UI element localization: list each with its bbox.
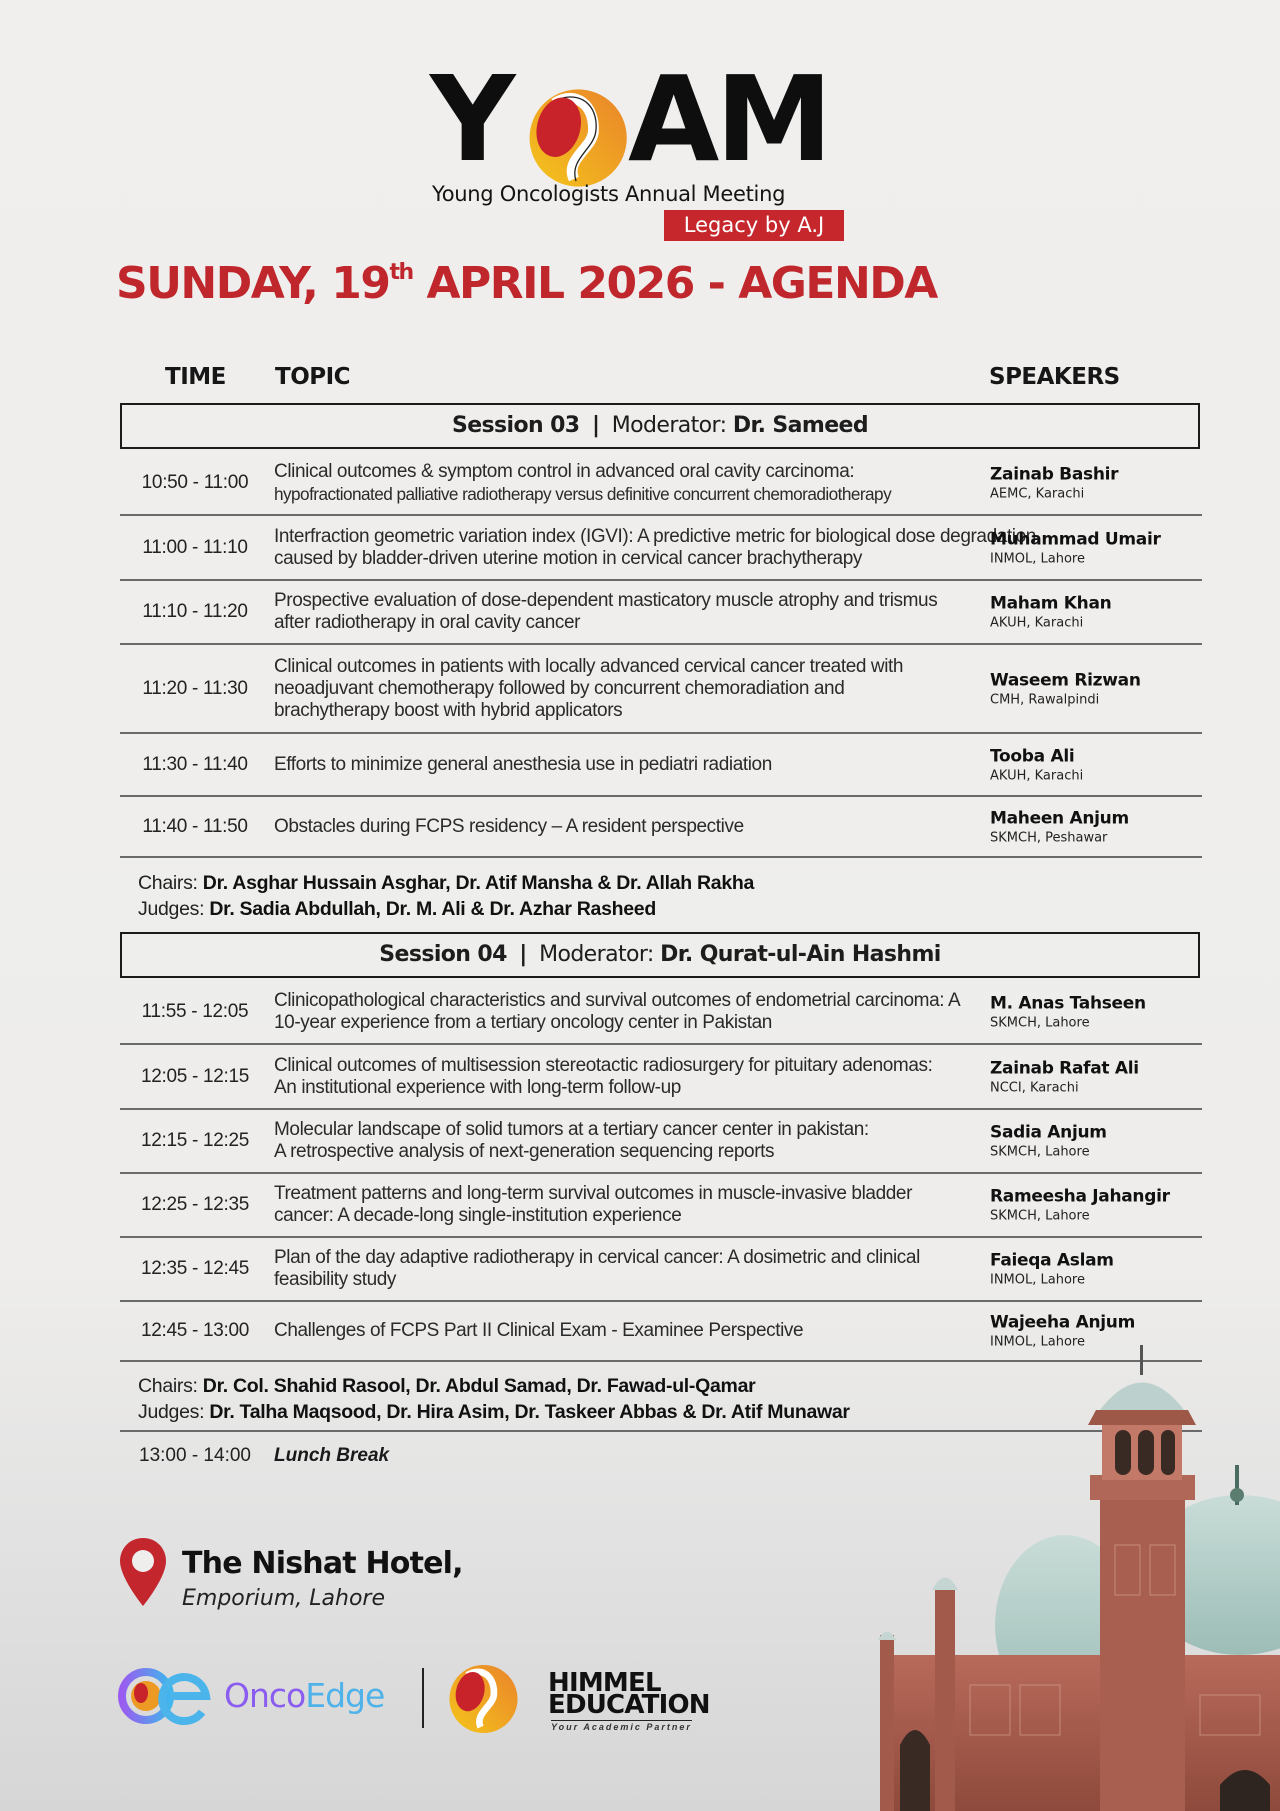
judges-line bbox=[138, 1399, 850, 1425]
talk-time: 12:35 - 12:45 bbox=[140, 1258, 250, 1279]
table-row bbox=[120, 516, 1202, 581]
badshahi-mosque-illustration bbox=[870, 1345, 1280, 1811]
session-header bbox=[120, 932, 1200, 978]
oncoedge-logo-icon bbox=[118, 1666, 214, 1726]
speaker-name: Maheen Anjum bbox=[990, 808, 1129, 828]
title-prefix: SUNDAY, 19 bbox=[116, 258, 390, 309]
lunch-row bbox=[120, 1445, 620, 1485]
table-row bbox=[120, 645, 1202, 734]
logo-badge: Legacy by A.J bbox=[664, 210, 844, 241]
session-divider: | bbox=[519, 942, 527, 967]
session-header bbox=[120, 403, 1200, 449]
page-title bbox=[116, 258, 937, 309]
speaker bbox=[990, 808, 1129, 845]
talk-topic: Interfraction geometric variation index (IGVI): A predictive metric for biological dose degradation caused by bladder-driven uterine motion in cervical cancer brachytherapy bbox=[274, 525, 1036, 569]
session-chairs-judges bbox=[138, 1373, 850, 1425]
judges-names: Dr. Talha Maqsood, Dr. Hira Asim, Dr. Taskeer Abbas & Dr. Atif Munawar bbox=[209, 1401, 850, 1423]
speaker-name: Zainab Bashir bbox=[990, 464, 1119, 484]
table-row bbox=[120, 1238, 1202, 1302]
talk-time: 12:15 - 12:25 bbox=[140, 1130, 250, 1151]
talk-topic-line1: Clinical outcomes & symptom control in advanced oral cavity carcinoma: bbox=[274, 460, 855, 482]
himmel-line1: HIMMEL bbox=[548, 1668, 661, 1698]
speaker-institution: CMH, Rawalpindi bbox=[990, 692, 1100, 707]
speaker-name: Wajeeha Anjum bbox=[990, 1312, 1135, 1333]
talk-topic-line1: Molecular landscape of solid tumors at a tertiary cancer center in pakistan: bbox=[274, 1119, 869, 1140]
venue bbox=[118, 1536, 463, 1613]
talk-topic: Clinical outcomes in patients with locally advanced cervical cancer treated with neoadjuvant chemotherapy followed by concurrent chemoradiation and brachytherapy boost with hybrid applicators bbox=[274, 655, 904, 721]
chairs-names: Dr. Col. Shahid Rasool, Dr. Abdul Samad, Dr. Fawad-ul-Qamar bbox=[202, 1375, 756, 1397]
chairs-label: Chairs: bbox=[138, 872, 198, 894]
session-chairs-judges bbox=[138, 870, 754, 922]
talk-topic: Obstacles during FCPS residency – A resident perspective bbox=[274, 815, 744, 837]
speaker-name: Sadia Anjum bbox=[990, 1122, 1107, 1143]
talk-time: 12:45 - 13:00 bbox=[140, 1320, 250, 1341]
talk-topic bbox=[274, 461, 1094, 505]
talk-topic: Prospective evaluation of dose-dependent masticatory muscle atrophy and trismus after radiotherapy in oral cavity cancer bbox=[274, 590, 938, 633]
himmel-wordmark bbox=[548, 1668, 710, 1720]
talk-time: 12:25 - 12:35 bbox=[140, 1194, 250, 1215]
speaker-institution: NCCI, Karachi bbox=[990, 1080, 1079, 1095]
sponsor-separator bbox=[422, 1668, 424, 1728]
speaker bbox=[990, 746, 1083, 783]
title-suffix: APRIL 2026 - AGENDA bbox=[412, 258, 937, 309]
sponsor-logos bbox=[118, 1660, 710, 1740]
speaker bbox=[990, 993, 1146, 1030]
session-divider: | bbox=[591, 413, 600, 438]
speaker-name: Waseem Rizwan bbox=[990, 670, 1141, 690]
column-header-topic: TOPIC bbox=[275, 364, 351, 390]
himmel-line2: EDUCATION bbox=[548, 1690, 710, 1720]
talk-topic bbox=[274, 1119, 974, 1163]
speaker bbox=[990, 464, 1118, 501]
speaker-institution: AKUH, Karachi bbox=[990, 615, 1084, 631]
oncoedge-edge: Edge bbox=[305, 1676, 385, 1715]
location-pin-icon bbox=[118, 1536, 168, 1608]
talk-topic-line2: hypofractionated palliative radiotherapy versus definitive concurrent chemoradiotherapy bbox=[274, 483, 892, 504]
chairs-line bbox=[138, 870, 754, 896]
talk-topic-line2: A retrospective analysis of next-generation sequencing reports bbox=[274, 1141, 775, 1162]
talk-time: 11:20 - 11:30 bbox=[142, 677, 248, 699]
speaker-institution: SKMCH, Lahore bbox=[990, 1208, 1090, 1224]
speaker-institution: INMOL, Lahore bbox=[990, 551, 1085, 566]
moderator-label: Moderator: bbox=[611, 413, 727, 438]
talk-time: 11:30 - 11:40 bbox=[142, 753, 248, 775]
speaker-name: Zainab Rafat Ali bbox=[990, 1058, 1139, 1078]
venue-location: Emporium, Lahore bbox=[182, 1586, 385, 1611]
table-row bbox=[120, 797, 1202, 858]
talk-topic: Clinicopathological characteristics and survival outcomes of endometrial carcinoma: A 10-year experience from a tertiary oncology center in Pakistan bbox=[274, 989, 960, 1033]
talk-topic: Treatment patterns and long-term survival outcomes in muscle-invasive bladder cancer: A decade-long single-institution experience bbox=[274, 1183, 913, 1226]
speaker-institution: SKMCH, Lahore bbox=[990, 1015, 1090, 1030]
talk-time: 11:55 - 12:05 bbox=[141, 1000, 249, 1022]
logo-letter-y: Y bbox=[430, 50, 512, 188]
moderator-label: Moderator: bbox=[539, 942, 654, 967]
table-row bbox=[120, 980, 1202, 1045]
talk-topic: Challenges of FCPS Part II Clinical Exam - Examinee Perspective bbox=[274, 1320, 804, 1341]
chairs-label: Chairs: bbox=[138, 1375, 198, 1397]
speaker bbox=[990, 1123, 1107, 1160]
moderator-name: Dr. Sameed bbox=[732, 413, 869, 438]
venue-name: The Nishat Hotel, bbox=[182, 1546, 463, 1581]
session-label: Session 03 bbox=[451, 413, 580, 438]
speaker-institution: SKMCH, Peshawar bbox=[990, 830, 1108, 845]
speaker bbox=[990, 594, 1111, 631]
talk-topic: Efforts to minimize general anesthesia use in pediatri radiation bbox=[274, 753, 772, 775]
himmel-logo-icon bbox=[445, 1662, 519, 1736]
table-row bbox=[120, 1045, 1202, 1110]
talk-topic: Plan of the day adaptive radiotherapy in cervical cancer: A dosimetric and clinical feasibility study bbox=[274, 1247, 920, 1290]
speaker-institution: AEMC, Karachi bbox=[990, 486, 1085, 501]
talk-time: 11:40 - 11:50 bbox=[142, 815, 248, 837]
speaker bbox=[990, 1187, 1170, 1224]
speaker bbox=[990, 1251, 1114, 1288]
judges-label: Judges: bbox=[138, 898, 205, 920]
speaker-institution: AKUH, Karachi bbox=[990, 768, 1084, 783]
column-header-time: TIME bbox=[165, 364, 226, 390]
speaker-name: Tooba Ali bbox=[990, 746, 1075, 766]
oncoedge-wordmark bbox=[224, 1676, 384, 1715]
moderator-name: Dr. Qurat-ul-Ain Hashmi bbox=[660, 942, 941, 967]
talk-topic: Clinical outcomes of multisession stereotactic radiosurgery for pituitary adenomas: An institutional experience with long-term follow-up bbox=[274, 1054, 933, 1098]
chairs-names: Dr. Asghar Hussain Asghar, Dr. Atif Mansha & Dr. Allah Rakha bbox=[202, 872, 755, 894]
title-sup: th bbox=[389, 260, 413, 285]
speaker-name: Faieqa Aslam bbox=[990, 1250, 1114, 1271]
table-row bbox=[120, 581, 1202, 645]
judges-names: Dr. Sadia Abdullah, Dr. M. Ali & Dr. Azhar Rasheed bbox=[209, 898, 656, 920]
logo-subtitle: Young Oncologists Annual Meeting bbox=[432, 182, 786, 206]
speaker-institution: INMOL, Lahore bbox=[990, 1272, 1085, 1288]
table-row bbox=[120, 1110, 1202, 1174]
session-label: Session 04 bbox=[379, 942, 507, 967]
speaker bbox=[990, 529, 1161, 566]
judges-label: Judges: bbox=[138, 1401, 205, 1423]
table-row bbox=[120, 1174, 1202, 1238]
speaker-name: Rameesha Jahangir bbox=[990, 1186, 1170, 1207]
speaker bbox=[990, 670, 1141, 707]
table-row bbox=[120, 451, 1202, 516]
table-row bbox=[120, 734, 1202, 797]
yoam-logo bbox=[430, 50, 850, 245]
speaker-name: Muhammad Umair bbox=[990, 529, 1161, 549]
speaker-name: M. Anas Tahseen bbox=[990, 993, 1146, 1013]
chairs-line bbox=[138, 1373, 850, 1399]
logo-letters-am: AM bbox=[628, 50, 829, 188]
speaker-institution: SKMCH, Lahore bbox=[990, 1144, 1090, 1160]
judges-line bbox=[138, 896, 754, 922]
talk-time: 11:10 - 11:20 bbox=[142, 601, 248, 622]
himmel-tagline: Your Academic Partner bbox=[551, 1722, 692, 1732]
column-header-speakers: SPEAKERS bbox=[989, 364, 1120, 390]
speaker bbox=[990, 1313, 1135, 1350]
speaker-name: Maham Khan bbox=[990, 593, 1112, 614]
talk-time: 12:05 - 12:15 bbox=[140, 1065, 250, 1087]
oncoedge-onco: Onco bbox=[224, 1676, 306, 1715]
logo-circle-icon bbox=[522, 84, 630, 192]
lunch-label: Lunch Break bbox=[274, 1445, 390, 1466]
talk-time: 11:00 - 11:10 bbox=[142, 536, 248, 558]
speaker bbox=[990, 1058, 1139, 1095]
lunch-time: 13:00 - 14:00 bbox=[139, 1445, 251, 1466]
talk-time: 10:50 - 11:00 bbox=[141, 471, 249, 493]
speaker-institution: INMOL, Lahore bbox=[990, 1334, 1085, 1350]
